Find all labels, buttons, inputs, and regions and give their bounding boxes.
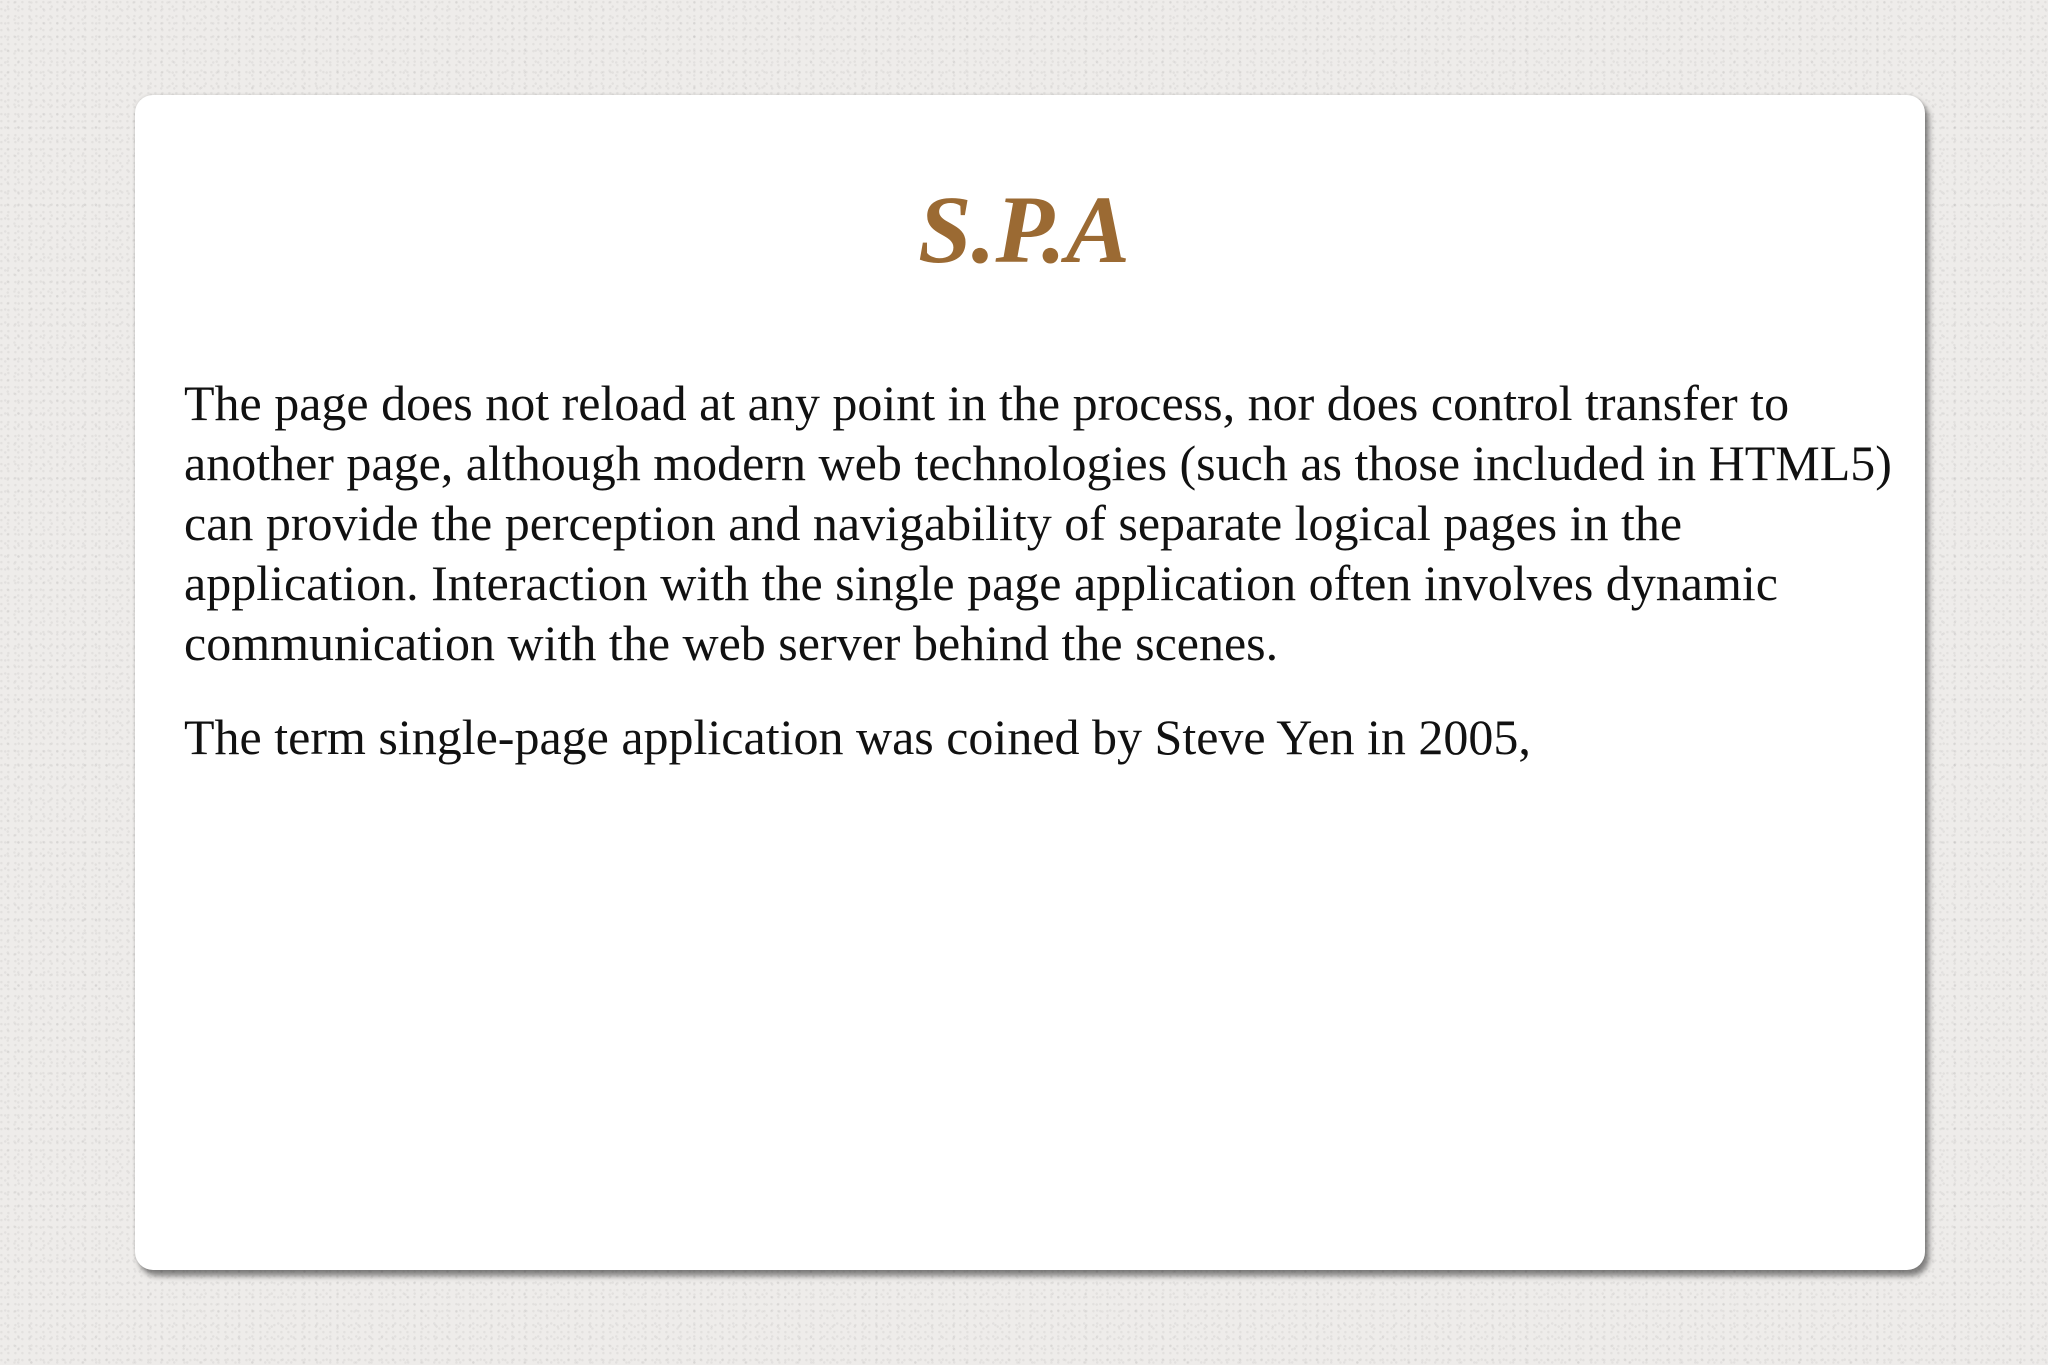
slide-title: S.P.A <box>918 176 1130 283</box>
slide-body <box>184 373 1904 801</box>
body-paragraph-term-origin: The term single-page application was coined by Steve Yen in 2005, <box>184 709 1531 765</box>
body-paragraph-process: The page does not reload at any point in the process, nor does control transfer to another page, although modern web technologies (such as those included in HTML5) can provide the perception and navigability of separate logical pages in the application. Interaction with the single page application often involves dynamic communication with the web server behind the scenes. <box>184 375 1892 671</box>
